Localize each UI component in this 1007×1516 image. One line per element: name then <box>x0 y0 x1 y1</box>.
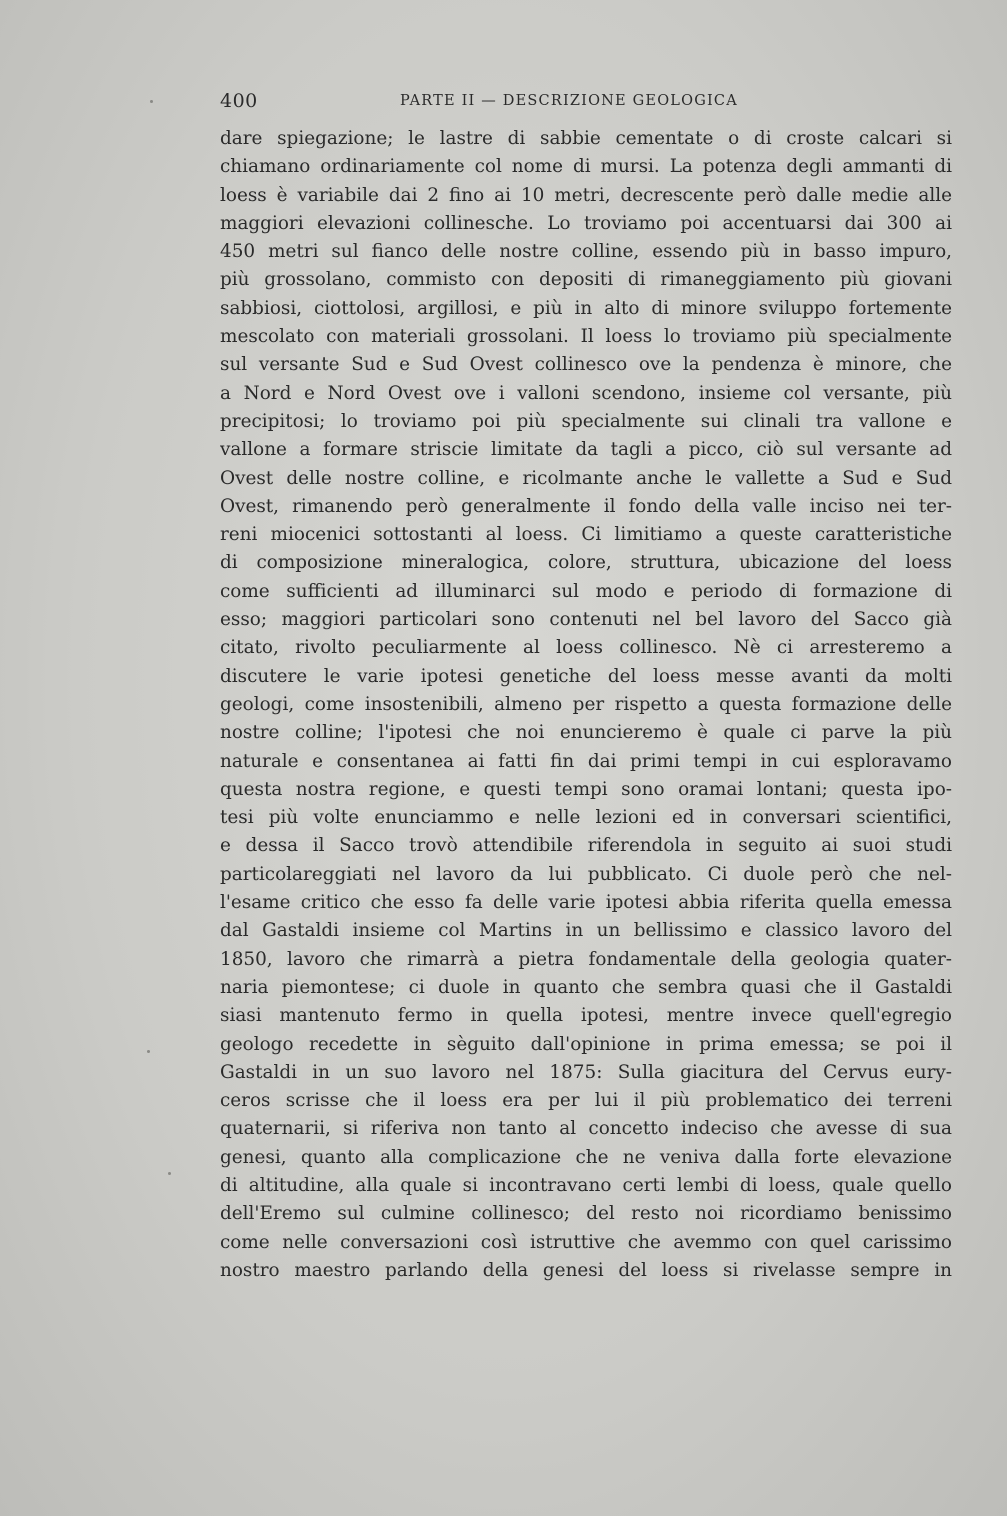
text-line: siasi mantenuto fermo in quella ipotesi, mentre invece quell'egregio <box>220 1005 952 1027</box>
text-line: loess è variabile dai 2 fino ai 10 metri, decrescente però dalle medie alle <box>220 184 952 206</box>
text-line: Ovest, rimanendo però generalmente il fondo della valle inciso nei ter- <box>220 495 952 517</box>
text-line: geologi, come insostenibili, almeno per rispetto a questa formazione delle <box>220 693 952 715</box>
text-line: come sufficienti ad illuminarci sul modo e periodo di formazione di <box>220 580 952 602</box>
text-line: genesi, quanto alla complicazione che ne veniva dalla forte elevazione <box>220 1146 952 1168</box>
text-line: vallone a formare striscie limitate da tagli a picco, ciò sul versante ad <box>220 439 952 461</box>
text-line: più grossolano, commisto con depositi di rimaneggiamento più giovani <box>220 269 952 291</box>
text-line: mescolato con materiali grossolani. Il loess lo troviamo più specialmente <box>220 326 952 348</box>
text-line: nostro maestro parlando della genesi del loess si rivelasse sempre in <box>220 1259 952 1281</box>
text-line: di altitudine, alla quale si incontravano certi lembi di loess, quale quello <box>220 1174 952 1196</box>
page-header <box>220 90 952 118</box>
text-line: dal Gastaldi insieme col Martins in un bellissimo e classico lavoro del <box>220 920 952 942</box>
text-line: di composizione mineralogica, colore, struttura, ubicazione del loess <box>220 552 952 574</box>
text-line: come nelle conversazioni così istruttive che avemmo con quel carissimo <box>220 1231 952 1253</box>
text-line: quaternarii, si riferiva non tanto al concetto indeciso che avesse di sua <box>220 1118 952 1140</box>
text-line: Gastaldi in un suo lavoro nel 1875: Sulla giacitura del Cervus eury- <box>220 1061 952 1083</box>
text-line: reni miocenici sottostanti al loess. Ci limitiamo a queste caratteristiche <box>220 524 952 546</box>
text-line: questa nostra regione, e questi tempi sono oramai lontani; questa ipo- <box>220 778 952 800</box>
scan-speck <box>150 100 153 103</box>
text-line: 1850, lavoro che rimarrà a pietra fondamentale della geologia quater- <box>220 948 952 970</box>
text-line: chiamano ordinariamente col nome di mursi. La potenza degli ammanti di <box>220 156 952 178</box>
scan-speck <box>147 1050 150 1053</box>
text-line: particolareggiati nel lavoro da lui pubblicato. Ci duole però che nel- <box>220 863 952 885</box>
text-line: dell'Eremo sul culmine collinesco; del resto noi ricordiamo benissimo <box>220 1203 952 1225</box>
text-line: a Nord e Nord Ovest ove i valloni scendono, insieme col versante, più <box>220 382 952 404</box>
text-line: esso; maggiori particolari sono contenuti nel bel lavoro del Sacco già <box>220 609 952 631</box>
text-line: geologo recedette in sèguito dall'opinione in prima emessa; se poi il <box>220 1033 952 1055</box>
text-line: citato, rivolto peculiarmente al loess collinesco. Nè ci arresteremo a <box>220 637 952 659</box>
text-line: sul versante Sud e Sud Ovest collinesco ove la pendenza è minore, che <box>220 354 952 376</box>
body-text <box>220 125 952 1285</box>
text-line: e dessa il Sacco trovò attendibile riferendola in seguito ai suoi studi <box>220 835 952 857</box>
page-number: 400 <box>220 90 258 112</box>
text-line: naria piemontese; ci duole in quanto che sembra quasi che il Gastaldi <box>220 976 952 998</box>
text-line: sabbiosi, ciottolosi, argillosi, e più in alto di minore sviluppo fortemente <box>220 297 952 319</box>
text-line: Ovest delle nostre colline, e ricolmante anche le vallette a Sud e Sud <box>220 467 952 489</box>
text-line: 450 metri sul fianco delle nostre colline, essendo più in basso impuro, <box>220 241 952 263</box>
text-line: nostre colline; l'ipotesi che noi enuncieremo è quale ci parve la più <box>220 722 952 744</box>
text-line: ceros scrisse che il loess era per lui il più problematico dei terreni <box>220 1090 952 1112</box>
running-title: PARTE II — DESCRIZIONE GEOLOGICA <box>400 93 738 109</box>
text-line: dare spiegazione; le lastre di sabbie cementate o di croste calcari si <box>220 128 952 149</box>
text-line: tesi più volte enunciammo e nelle lezioni ed in conversari scientifici, <box>220 807 952 829</box>
scan-speck <box>168 1172 171 1175</box>
text-line: naturale e consentanea ai fatti fin dai primi tempi in cui esploravamo <box>220 750 952 772</box>
text-line: discutere le varie ipotesi genetiche del loess messe avanti da molti <box>220 665 952 687</box>
text-line: l'esame critico che esso fa delle varie ipotesi abbia riferita quella emessa <box>220 892 952 914</box>
text-line: precipitosi; lo troviamo poi più specialmente sui clinali tra vallone e <box>220 410 952 432</box>
text-line: maggiori elevazioni collinesche. Lo troviamo poi accentuarsi dai 300 ai <box>220 212 952 234</box>
